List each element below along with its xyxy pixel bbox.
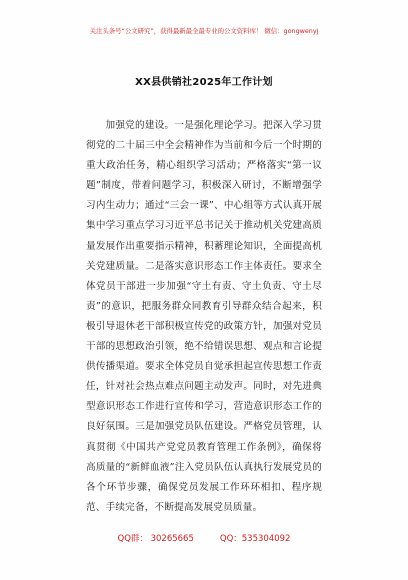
- body-paragraph: 加强党的建设。一是强化理论学习。把深入学习贯彻党的二十届三中全会精神作为当前和今后一个时期的重大政治任务，精心组织学习活动；严格落实“第一议题”制度，带着问题学习，积极深入研讨，不断增强学习内生动力；通过“三会一课”、中心组等方式认真开展集中学习重点学习习近平总书记关于推动机关党建高质量发展作出重要指示精神，积蓄理论知识，全面提高机关党建质量。二是落实意识形态工作主体责任。要求全体党员干部进一步加强“守土有责、守土负责、守土尽责”的意识，把服务群众同教育引导群众结合起来，积极引导退休老干部积极宣传党的政策方针，加强对党员干部的思想政治引领，绝不给错误思想、观点和言论提供传播渠道。要求全体党员自觉承担起宣传思想工作责任，针对社会热点难点问题主动发声。同时，对先进典型意识形态工作进行宣传和学习，营造意识形态工作的良好氛围。三是加强党员队伍建设。严格党员管理，认真贯彻《中国共产党党员教育管理工作条例》，确保将高质量的“新鲜血液”注入党员队伍认真执行发展党员的各个环节步骤，确保党员发展工作环环相扣、程序规范、手续完备，不断提高发展党员质量。: [86, 120, 322, 513]
- footer-contact: [0, 532, 408, 544]
- qq-group-number: QQ群： 30265665: [117, 534, 194, 544]
- document-body: [86, 116, 322, 518]
- document-title: XX县供销社2025年工作计划: [135, 77, 273, 88]
- qq-number: QQ：535304092: [219, 534, 291, 544]
- top-promo-banner: 关注头条号“公文研究”，获得最新最全最专业的公文资料库！ 微信：gongwenyj: [89, 27, 319, 35]
